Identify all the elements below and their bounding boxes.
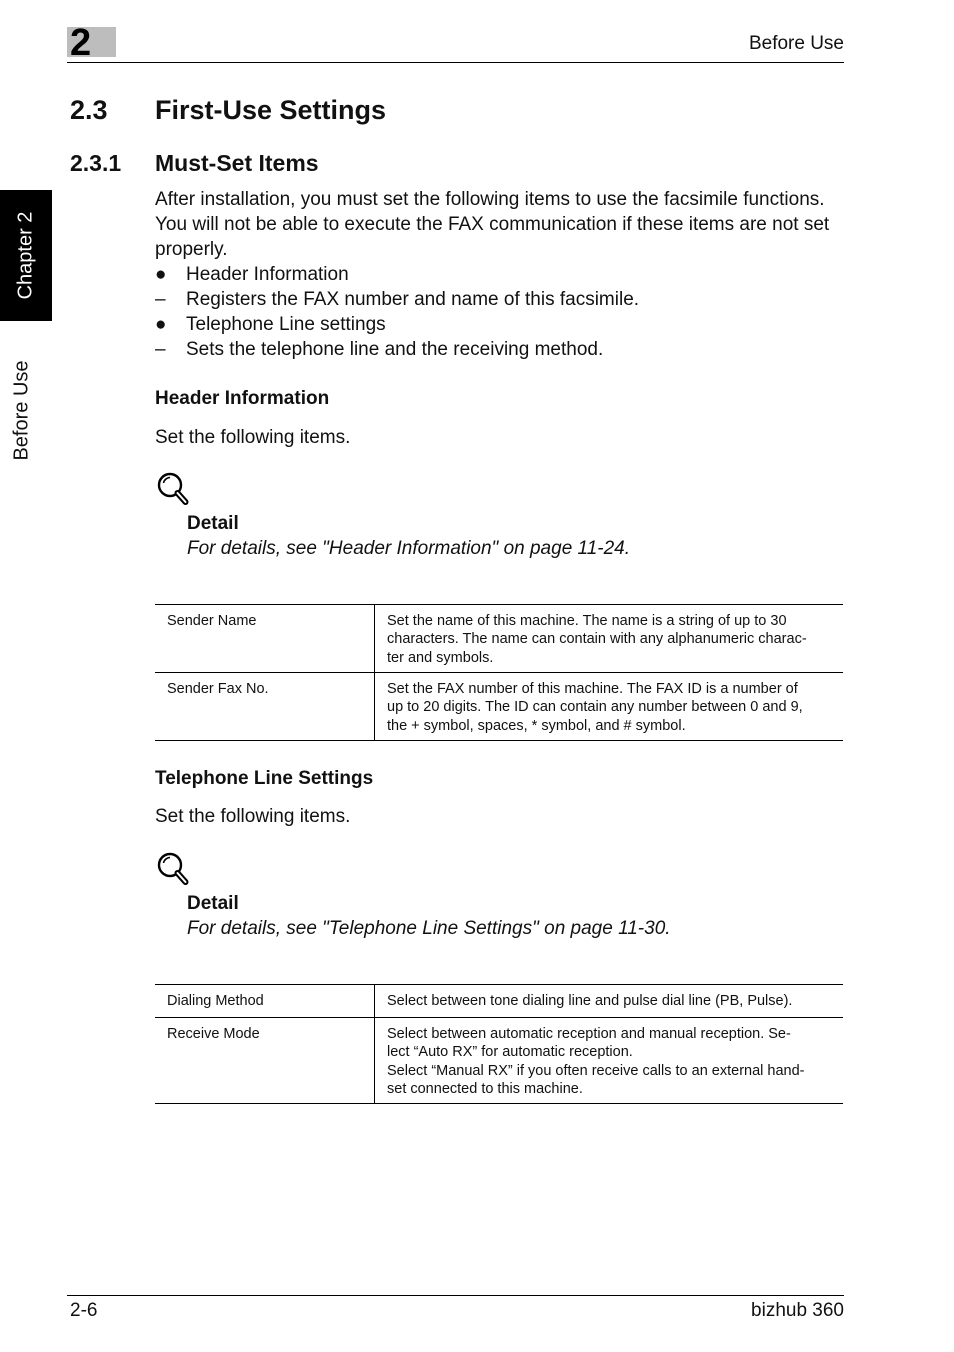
list-marker: – [155,339,166,360]
description-line: Set the FAX number of this machine. The FAX ID is a number of [387,681,798,697]
list-marker: ● [155,264,167,285]
footer-rule [67,1295,844,1296]
list-item-text: Registers the FAX number and name of this facsimile. [186,289,640,310]
description-line: characters. The name can contain with any alphanumeric charac- [387,631,807,648]
table-cell-description [375,605,844,673]
header-information-detail-title: Detail [187,513,239,534]
must-set-list [155,262,845,362]
table-cell-item: Dialing Method [155,985,375,1018]
description-line: Select “Manual RX” if you often receive calls to an external hand- [387,1062,805,1079]
side-section-tab-label-wrap [0,330,44,490]
running-header-title: Before Use [748,33,844,54]
header-information-heading: Header Information [155,388,330,409]
description-line: Select between tone dialing line and pulse dial line (PB, Pulse). [387,993,793,1009]
table-cell-description [375,1018,844,1104]
list-marker: – [155,289,166,310]
description-line: Select between automatic reception and manual reception. Se- [387,1026,791,1042]
description-line: lect “Auto RX” for automatic reception. [387,1044,633,1061]
table-row [155,1018,843,1104]
table-cell-description [375,673,844,741]
list-marker: ● [155,314,167,335]
header-information-instruction: Set the following items. [155,427,351,448]
subsection-title: Must-Set Items [155,150,319,176]
header-information-table [155,604,843,741]
telephone-line-detail-text: For details, see "Telephone Line Settings" on page 11-30. [187,918,671,939]
side-chapter-tab-label-wrap [0,190,52,321]
list-item-text: Telephone Line settings [186,314,386,335]
product-name: bizhub 360 [751,1300,844,1321]
table-cell-item: Receive Mode [155,1018,375,1104]
table-cell-item: Sender Fax No. [155,673,375,741]
subsection-number: 2.3.1 [70,150,122,176]
list-item [155,312,845,337]
telephone-line-detail-title: Detail [187,893,239,914]
page-number: 2-6 [70,1300,98,1321]
list-item [155,337,845,362]
list-item-text: Header Information [186,264,349,285]
table-row [155,605,843,673]
telephone-line-instruction: Set the following items. [155,806,351,827]
intro-paragraph: After installation, you must set the following items to use the facsimile functions. You will not be able to execute the FAX communication if these items are not set properly. [155,189,830,260]
header-rule [67,62,844,63]
table-row [155,673,843,741]
description-line: ter and symbols. [387,649,494,666]
description-line: set connected to this machine. [387,1080,583,1097]
magnifier-icon [155,470,191,510]
chapter-number: 2 [70,22,92,64]
list-item [155,287,845,312]
telephone-line-heading: Telephone Line Settings [155,768,374,789]
header-information-detail-text: For details, see "Header Information" on page 11-24. [187,538,631,559]
table-cell-item: Sender Name [155,605,375,673]
list-item [155,262,845,287]
list-item-text: Sets the telephone line and the receiving method. [186,339,604,360]
description-line: the + symbol, spaces, * symbol, and # symbol. [387,717,686,734]
section-number: 2.3 [70,95,108,125]
telephone-line-table [155,984,843,1104]
description-line: up to 20 digits. The ID can contain any number between 0 and 9, [387,699,803,716]
magnifier-icon [155,850,191,890]
description-line: Set the name of this machine. The name is a string of up to 30 [387,613,787,629]
side-section-label: Before Use [10,359,33,461]
table-row [155,985,843,1018]
table-cell-description [375,985,844,1018]
side-chapter-label: Chapter 2 [14,211,37,300]
section-title: First-Use Settings [155,95,387,125]
